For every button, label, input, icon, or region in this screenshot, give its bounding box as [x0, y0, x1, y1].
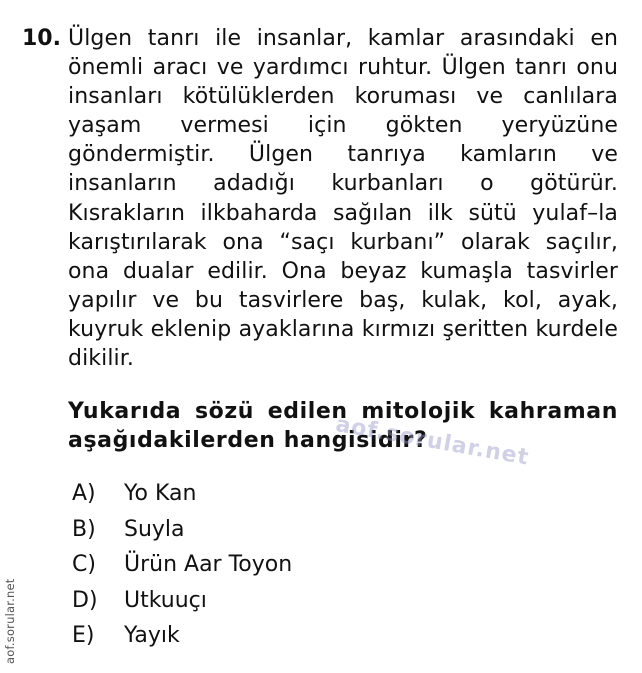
- option-letter: E): [72, 623, 95, 648]
- option-text: Utkuuçı: [124, 587, 207, 613]
- option-e[interactable]: [72, 621, 472, 657]
- question-number: 10.: [22, 26, 61, 51]
- question-prompt: Yukarıda sözü edilen mitolojik kahraman aşağıdakilerden hangisidir?: [68, 399, 618, 453]
- watermark-center: aof.sorular.net: [333, 412, 531, 471]
- option-text: Yo Kan: [124, 481, 197, 506]
- option-letter: D): [72, 587, 98, 613]
- option-letter: A): [72, 481, 96, 506]
- option-text: Yayık: [124, 623, 180, 648]
- option-b[interactable]: [72, 515, 472, 551]
- option-text: Ürün Aar Toyon: [124, 552, 293, 577]
- option-letter: B): [72, 516, 96, 542]
- question-body: Ülgen tanrı ile insanlar, kamlar arasındaki en önemli aracı ve yardımcı ruhtur. Ülgen tanrı onu insanları kötülüklerden koruması ve canlılara yaşam vermesi için gökten yeryüzüne göndermiştir. Ülgen tanrıya kamların ve insanların adadığı kurbanları o götürür. Kısrakların ilkbaharda sağılan ilk sütü yulaf–la karıştırılarak ona “saçı kurbanı” olarak saçılır, ona dualar edilir. Ona beyaz kumaşla tasvirler yapılır ve bu tasvirlere baş, kulak, kol, ayak, kuyruk eklenip ayaklarına kırmızı şeritten kurdele dikilir.: [68, 26, 618, 372]
- option-text: Suyla: [124, 516, 185, 542]
- option-a[interactable]: [72, 479, 472, 515]
- option-c[interactable]: [72, 550, 472, 586]
- answer-options: [72, 479, 472, 657]
- watermark-side: aof.sorular.net: [3, 578, 17, 664]
- option-d[interactable]: [72, 586, 472, 622]
- option-letter: C): [72, 552, 96, 577]
